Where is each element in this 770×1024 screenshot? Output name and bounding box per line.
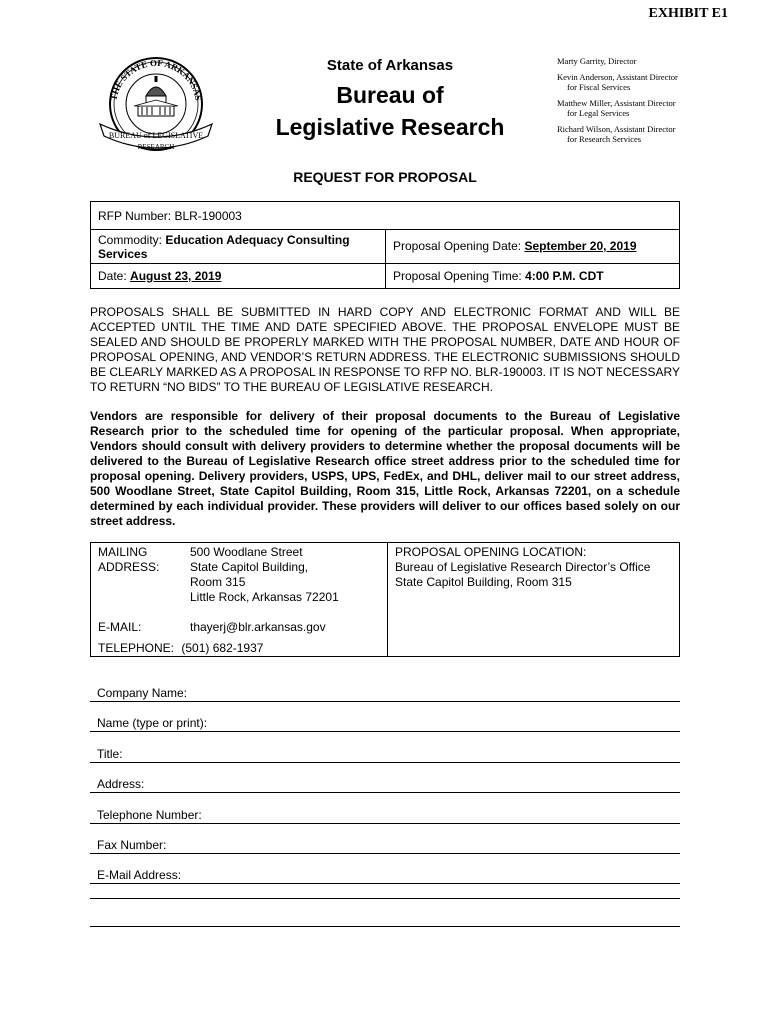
opening-time-label: Proposal Opening Time: xyxy=(393,269,522,283)
table-divider xyxy=(385,230,386,289)
address-line: State Capitol Building, xyxy=(190,560,309,574)
mailing-label xyxy=(98,545,159,575)
state-seal-logo xyxy=(94,50,218,154)
contact-table xyxy=(90,542,680,657)
agency-title-line1: Bureau of xyxy=(336,82,444,108)
seal-bottom-text: RESEARCH xyxy=(137,143,175,151)
telephone-label: TELEPHONE: xyxy=(98,641,175,655)
telephone-number-label: Telephone Number: xyxy=(97,808,202,822)
address-label: Address: xyxy=(97,777,145,791)
opening-time-cell xyxy=(393,269,604,283)
opening-date-cell xyxy=(393,239,637,253)
title-label: Title: xyxy=(97,747,123,761)
date-label: Date: xyxy=(98,269,127,283)
staff-role: for Fiscal Services xyxy=(567,82,631,92)
staff-name: Marty Garrity, Director xyxy=(557,56,637,66)
email-value[interactable]: thayerj@blr.arkansas.gov xyxy=(190,620,326,634)
address-line: Room 315 xyxy=(190,575,246,589)
document-title: REQUEST FOR PROPOSAL xyxy=(293,169,477,185)
agency-title-line2: Legislative Research xyxy=(275,114,505,140)
blank-line[interactable] xyxy=(90,926,680,927)
blank-line[interactable] xyxy=(90,898,680,899)
staff-entry-director xyxy=(557,56,737,66)
opening-date-label: Proposal Opening Date: xyxy=(393,239,522,253)
state-name: State of Arkansas xyxy=(326,57,454,74)
telephone-row xyxy=(98,641,263,655)
fax-label: Fax Number: xyxy=(97,838,167,852)
staff-name: Kevin Anderson, Assistant Director xyxy=(557,72,678,82)
mailing-address xyxy=(190,545,339,605)
staff-entry-legal xyxy=(557,98,737,118)
opening-time-value: 4:00 P.M. CDT xyxy=(525,269,604,283)
commodity-value: Education Adequacy Consulting Services xyxy=(98,233,350,261)
email-label: E-MAIL: xyxy=(98,620,142,634)
telephone-value: (501) 682-1937 xyxy=(181,641,264,655)
staff-list xyxy=(557,56,737,150)
address-field[interactable] xyxy=(90,777,680,793)
mailing-label-line1: MAILING xyxy=(98,545,148,559)
staff-role: for Research Services xyxy=(567,134,642,144)
location-line: Bureau of Legislative Research Director’s Office xyxy=(395,560,651,574)
opening-location xyxy=(395,545,650,590)
date-cell xyxy=(98,269,221,283)
staff-entry-fiscal xyxy=(557,72,737,92)
seal-ribbon-text: BUREAU of LEGISLATIVE xyxy=(108,131,204,140)
address-line: Little Rock, Arkansas 72201 xyxy=(190,590,339,604)
title-field[interactable] xyxy=(90,747,680,763)
opening-date-value: September 20, 2019 xyxy=(524,239,637,253)
location-line: State Capitol Building, Room 315 xyxy=(395,575,572,589)
company-name-label: Company Name: xyxy=(97,686,188,700)
address-line: 500 Woodlane Street xyxy=(190,545,303,559)
location-heading: PROPOSAL OPENING LOCATION: xyxy=(395,545,587,559)
exhibit-label: EXHIBIT E1 xyxy=(648,6,728,21)
name-field[interactable] xyxy=(90,716,680,732)
company-name-field[interactable] xyxy=(90,686,680,702)
rfp-number-row xyxy=(91,202,679,230)
contact-divider xyxy=(387,543,388,656)
commodity-cell xyxy=(98,233,378,261)
telephone-field[interactable] xyxy=(90,808,680,824)
email-address-field[interactable] xyxy=(90,868,680,884)
staff-role: for Legal Services xyxy=(567,108,630,118)
staff-name: Matthew Miller, Assistant Director xyxy=(557,98,676,108)
seal-top-text: THE STATE OF ARKANSAS xyxy=(108,57,204,102)
vendor-delivery-notice: Vendors are responsible for delivery of their proposal documents to the Bureau of Legislative Research prior to the scheduled time for opening of the particular proposal. When appropriate, Vendors should consult with delivery providers to determine whether the proposal documents will be delivered to the Bureau of Legislative Research office street address prior to the scheduled time for proposal opening. Delivery providers, USPS, UPS, FedEx, and DHL, deliver mail to our street address, 500 Woodlane Street, State Capitol Building, Room 315, Little Rock, Arkansas 72201, on a schedule determined by each individual provider. These providers will deliver to our offices based solely on our street address. xyxy=(90,409,680,528)
email-address-label: E-Mail Address: xyxy=(97,868,182,882)
mailing-label-line2: ADDRESS: xyxy=(98,560,160,574)
name-label: Name (type or print): xyxy=(97,716,208,730)
rfp-number: RFP Number: BLR-190003 xyxy=(98,209,242,223)
staff-name: Richard Wilson, Assistant Director xyxy=(557,124,676,134)
fax-field[interactable] xyxy=(90,838,680,854)
date-value: August 23, 2019 xyxy=(130,269,222,283)
staff-entry-research xyxy=(557,124,737,144)
submission-notice: PROPOSALS SHALL BE SUBMITTED IN HARD COPY AND ELECTRONIC FORMAT AND WILL BE ACCEPTED UNTIL THE TIME AND DATE SPECIFIED ABOVE. THE PROPOSAL ENVELOPE MUST BE SEALED AND SHOULD BE PROPERLY MARKED WITH THE PROPOSAL NUMBER, DATE AND HOUR OF PROPOSAL OPENING, AND VENDOR’S RETURN ADDRESS. THE ELECTRONIC SUBMISSIONS SHOULD BE CLEARLY MARKED AS A PROPOSAL IN RESPONSE TO RFP NO. BLR-190003. IT IS NOT NECESSARY TO RETURN “NO BIDS” TO THE BUREAU OF LEGISLATIVE RESEARCH. xyxy=(90,305,680,394)
commodity-label: Commodity: xyxy=(98,233,163,247)
rfp-info-table xyxy=(90,201,680,289)
